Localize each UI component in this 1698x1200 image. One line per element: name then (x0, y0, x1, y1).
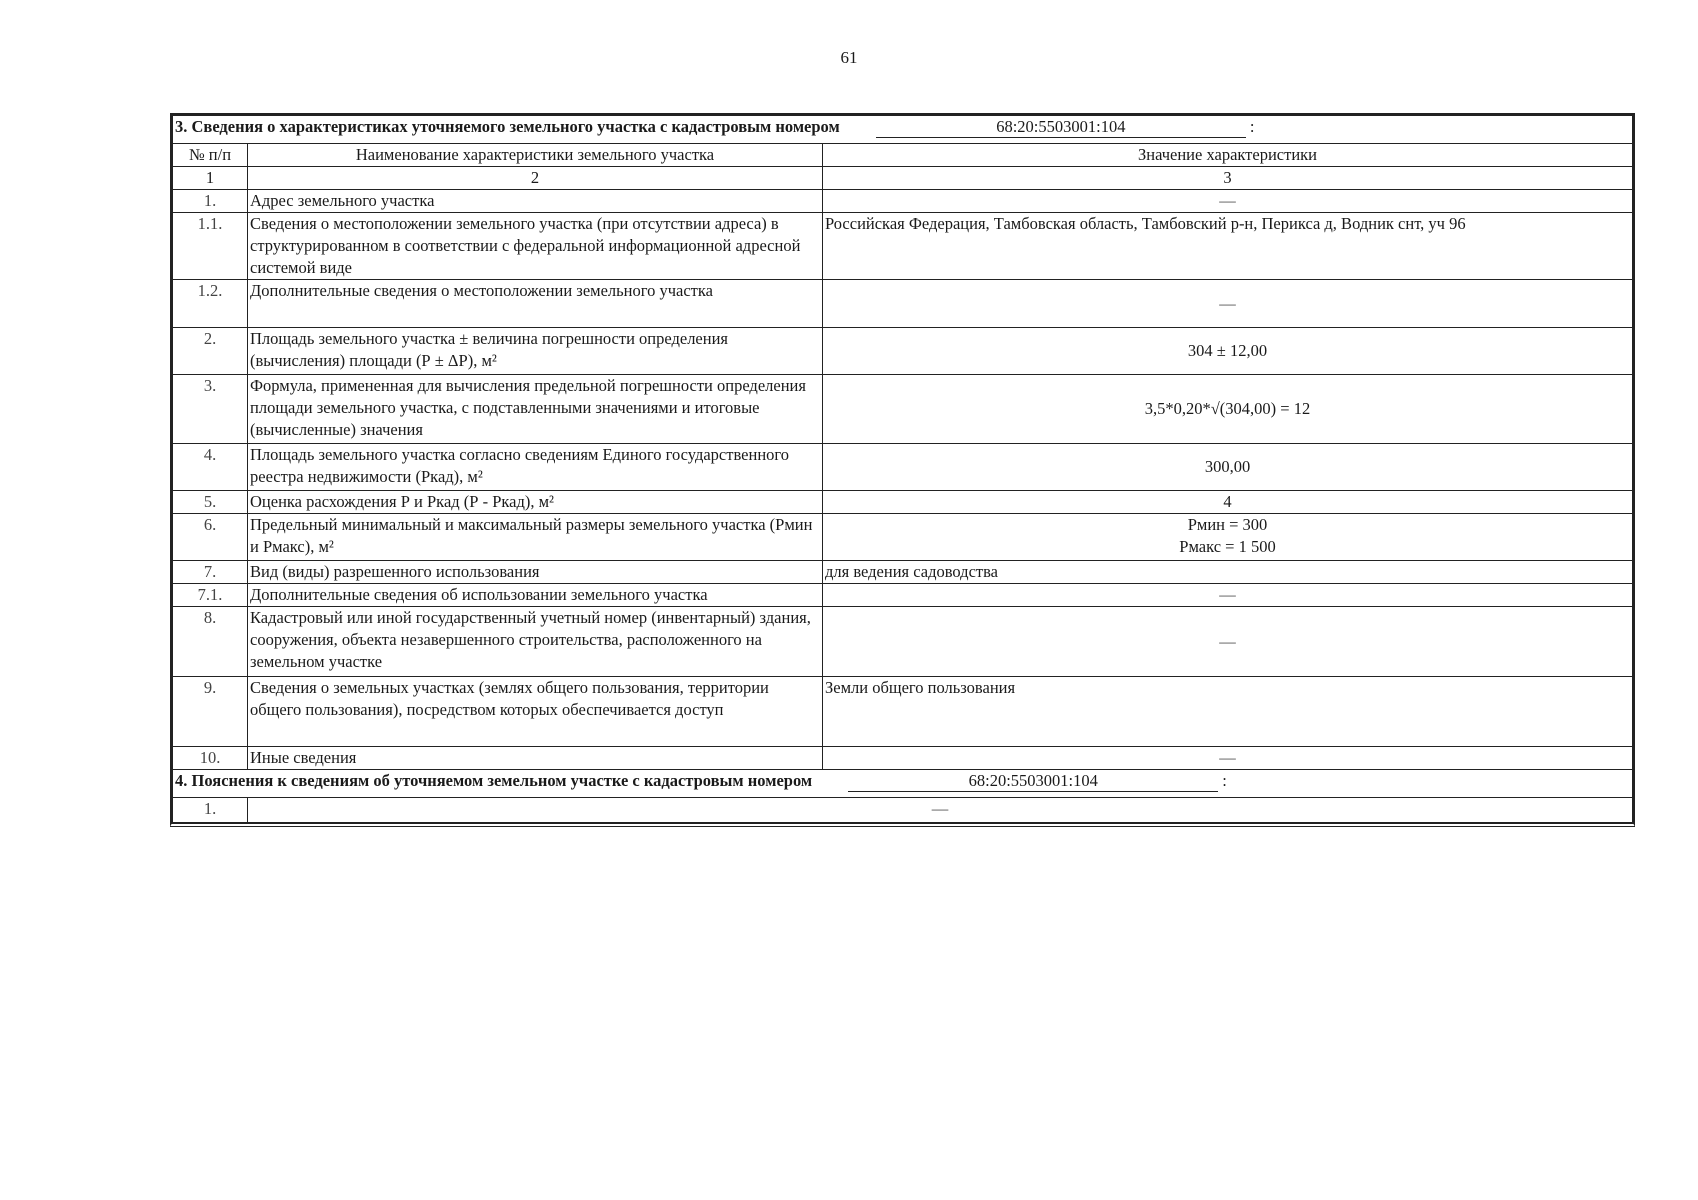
section3-cadastral-number: 68:20:5503001:104 (876, 117, 1246, 138)
row-value: — (823, 607, 1633, 677)
column-number-2: 2 (248, 167, 823, 190)
section4-title: 4. Пояснения к сведениям об уточняемом земельном участке с кадастровым номером (175, 771, 813, 790)
row-value: 4 (823, 491, 1633, 514)
row-value-max: Рмакс = 1 500 (1179, 537, 1276, 556)
row-number: 5. (173, 491, 248, 514)
column-number-3: 3 (823, 167, 1633, 190)
row-number: 3. (173, 375, 248, 444)
column-header-num: № п/п (173, 144, 248, 167)
row-value: 304 ± 12,00 (823, 328, 1633, 375)
table-row (173, 514, 1633, 561)
section4-header (173, 770, 1633, 798)
row-name: Адрес земельного участка (248, 190, 823, 213)
column-header-name: Наименование характеристики земельного участка (248, 144, 823, 167)
row-value: Российская Федерация, Тамбовская область, Тамбовский р-н, Перикса д, Водник снт, уч 96 (823, 213, 1633, 280)
row-number: 4. (173, 444, 248, 491)
row-number: 10. (173, 747, 248, 770)
page-number: 61 (840, 48, 858, 67)
table-row (173, 328, 1633, 375)
row-name: Дополнительные сведения о местоположении земельного участка (248, 280, 823, 328)
row-name: Оценка расхождения Р и Ркад (Р - Ркад), м² (248, 491, 823, 514)
row-value: 3,5*0,20*√(304,00) = 12 (823, 375, 1633, 444)
cadastral-sheet (170, 113, 1635, 827)
characteristics-table (172, 115, 1633, 823)
row-value: — (823, 190, 1633, 213)
table-row (173, 444, 1633, 491)
row-value: — (823, 747, 1633, 770)
row-number: 2. (173, 328, 248, 375)
section3-colon: : (1249, 117, 1255, 136)
table-row (173, 798, 1633, 823)
column-header-value: Значение характеристики (823, 144, 1633, 167)
row-name: Дополнительные сведения об использовании земельного участка (248, 584, 823, 607)
row-value: — (823, 584, 1633, 607)
column-number-1: 1 (173, 167, 248, 190)
table-row (173, 607, 1633, 677)
table-row (173, 280, 1633, 328)
table-row (173, 491, 1633, 514)
section3-title: 3. Сведения о характеристиках уточняемого земельного участка с кадастровым номером (175, 117, 840, 136)
table-row (173, 375, 1633, 444)
row-name: Формула, примененная для вычисления предельной погрешности определения площади земельного участка, с подставленными значениями и итоговые (вычисленные) значения (248, 375, 823, 444)
table-row (173, 584, 1633, 607)
row-number: 8. (173, 607, 248, 677)
row-number: 1. (173, 798, 248, 823)
row-name: Площадь земельного участка ± величина погрешности определения (вычисления) площади (Р ± ΔР), м² (248, 328, 823, 375)
row-number: 1.2. (173, 280, 248, 328)
section4-colon: : (1222, 771, 1227, 790)
row-value: — (248, 798, 1633, 823)
column-number-row (173, 167, 1633, 190)
row-name: Предельный минимальный и максимальный размеры земельного участка (Рмин и Рмакс), м² (248, 514, 823, 561)
column-header-row (173, 144, 1633, 167)
row-number: 1. (173, 190, 248, 213)
section3-header (173, 116, 1633, 144)
row-value (823, 514, 1633, 561)
row-value: — (823, 280, 1633, 328)
row-value: для ведения садоводства (823, 561, 1633, 584)
row-name: Иные сведения (248, 747, 823, 770)
row-number: 7.1. (173, 584, 248, 607)
table-row (173, 747, 1633, 770)
row-value: Земли общего пользования (823, 677, 1633, 747)
row-name: Вид (виды) разрешенного использования (248, 561, 823, 584)
row-number: 9. (173, 677, 248, 747)
table-row (173, 561, 1633, 584)
table-row (173, 213, 1633, 280)
row-name: Площадь земельного участка согласно сведениям Единого государственного реестра недвижимости (Ркад), м² (248, 444, 823, 491)
row-name: Сведения о земельных участках (землях общего пользования, территории общего пользования), посредством которых обеспечивается доступ (248, 677, 823, 747)
row-number: 7. (173, 561, 248, 584)
row-number: 6. (173, 514, 248, 561)
row-name: Кадастровый или иной государственный учетный номер (инвентарный) здания, сооружения, объекта незавершенного строительства, расположенного на земельном участке (248, 607, 823, 677)
table-row (173, 190, 1633, 213)
row-value: 300,00 (823, 444, 1633, 491)
table-row (173, 677, 1633, 747)
row-value-min: Рмин = 300 (1187, 515, 1268, 534)
row-name: Сведения о местоположении земельного участка (при отсутствии адреса) в структурированном в соответствии с федеральной информационной адресной системой виде (248, 213, 823, 280)
row-number: 1.1. (173, 213, 248, 280)
section4-cadastral-number: 68:20:5503001:104 (848, 771, 1218, 792)
